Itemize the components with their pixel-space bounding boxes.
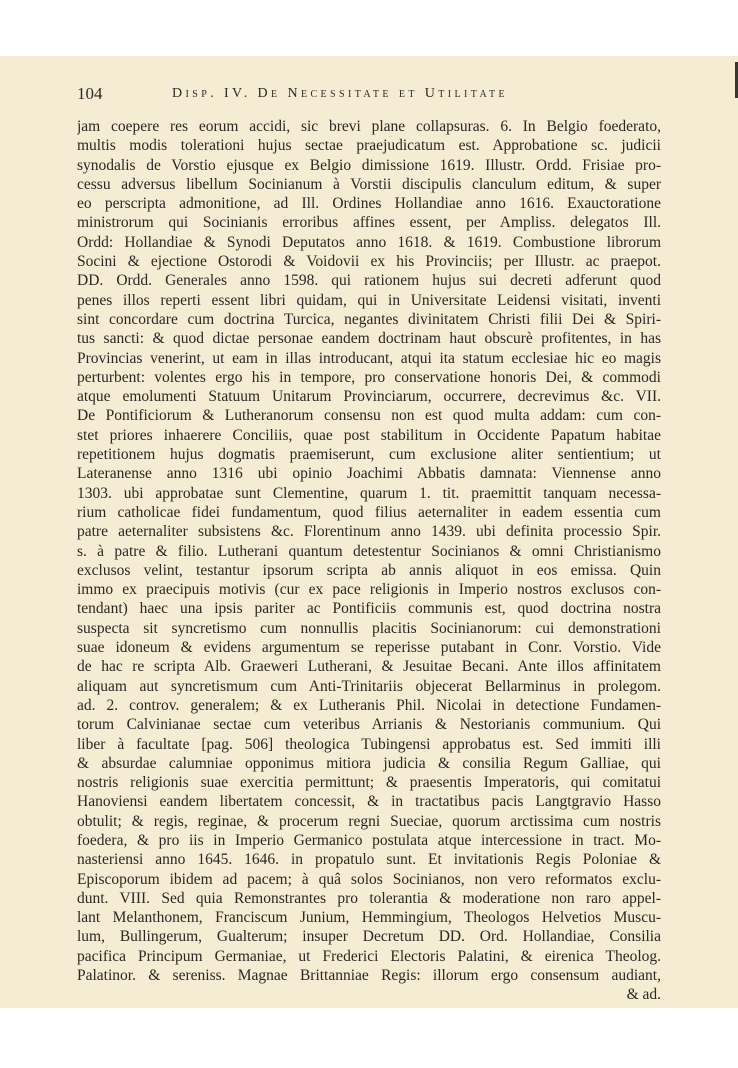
text-line: perturbent: volentes ergo his in tempore, pro conservatione honoris Dei, & commodi bbox=[77, 368, 661, 386]
text-line: immo ex praecipuis motivis (cur ex pace religionis in Imperio nostros exclusos con- bbox=[77, 581, 661, 599]
text-line: jam coepere res eorum accidi, sic brevi plane collapsuras. 6. In Belgio foederato, bbox=[77, 118, 661, 135]
text-line: s. à patre & filio. Lutherani quantum detestentur Socinianos & omni Christianismo bbox=[77, 542, 661, 560]
text-line: stet priores inhaerere Conciliis, quae post stabilitum in Occidente Papatum habitae bbox=[77, 426, 661, 444]
text-line: Episcoporum ibidem ad pacem; à quâ solos Socinianos, non vero reformatos exclu- bbox=[77, 870, 661, 888]
text-line: Ordd: Hollandiae & Synodi Deputatos anno 1618. & 1619. Combustione librorum bbox=[77, 233, 661, 251]
text-line: ministrorum qui Socinianis erroribus affines essent, per Ampliss. delegatos Ill. bbox=[77, 214, 661, 232]
text-line: Hanoviensi eandem libertatem concessit, & in tractatibus pacis Langtgravio Hasso bbox=[77, 793, 661, 811]
text-line-last: & ad. bbox=[626, 986, 661, 1004]
text-line: liber à facultate [pag. 506] theologica Tubingensi approbatus est. Sed immiti illi bbox=[77, 735, 661, 753]
text-line: eo perscripta admonitione, ad Ill. Ordines Hollandiae anno 1616. Exauctoratione bbox=[77, 195, 661, 213]
running-title: Disp. IV. De Necessitate et Utilitate bbox=[172, 86, 508, 101]
text-line: DD. Ordd. Generales anno 1598. qui rationem hujus sui decreti adferunt quod bbox=[77, 272, 661, 290]
text-line: tus sancti: & quod dictae personae eandem doctrinam haut obscurè profitentes, in has bbox=[77, 330, 661, 348]
text-line: synodalis de Vorstio ejusque ex Belgio dimissione 1619. Illustr. Ordd. Frisiae pro- bbox=[77, 156, 661, 174]
text-line: De Pontificiorum & Lutheranorum consensu non est quod multa addam: cum con- bbox=[77, 407, 661, 425]
text-line: Palatinor. & sereniss. Magnae Brittanniae Regis: illorum ergo consensum audiant, bbox=[77, 967, 661, 985]
text-line: rium catholicae fidei fundamentum, quod filius aeternaliter in eadem essentia cum bbox=[77, 503, 661, 521]
text-line: Lateranense anno 1316 ubi opinio Joachimi Abbatis damnata: Viennense anno bbox=[77, 465, 661, 483]
page-number: 104 bbox=[77, 84, 103, 103]
text-line: Provincias venerint, ut eam in illas introducant, atqui ita statum ecclesiae hic eo magis bbox=[77, 349, 661, 367]
text-line: atque emolumenti Statuum Unitarum Provinciarum, occurrere, decrevimus &c. VII. bbox=[77, 388, 661, 406]
text-line: nasteriensi anno 1645. 1646. in propatulo sunt. Et invitationis Regis Poloniae & bbox=[77, 851, 661, 869]
text-line: multis modis tolerationi hujus sectae praejudicatum est. Approbatione sc. judicii bbox=[77, 137, 661, 155]
body-text bbox=[77, 117, 661, 1005]
text-line: pacifica Principum Germaniae, ut Frederici Electoris Palatini, & eirenica Theolog. bbox=[77, 947, 661, 965]
text-line: foedera, & pro iis in Imperio Germanico postulata atque intercessione in tract. Mo- bbox=[77, 831, 661, 849]
text-line: de hac re scripta Alb. Graeweri Lutherani, & Jesuitae Becani. Ante illos affinitatem bbox=[77, 658, 661, 676]
text-line: dunt. VIII. Sed quia Remonstrantes pro tolerantia & moderatione non raro appel- bbox=[77, 889, 661, 907]
text-line: 1303. ubi approbatae sunt Clementine, quarum 1. tit. praemittit tanquam necessa- bbox=[77, 484, 661, 502]
text-line: sint concordare cum doctrina Turcica, negantes divinitatem Christi filii Dei & Spiri- bbox=[77, 310, 661, 328]
text-line: aliquam aut syncretismum cum Anti-Trinitariis objecerat Bellarminus in prolegom. bbox=[77, 677, 661, 695]
text-line: lant Melanthonem, Franciscum Junium, Hemmingium, Theologos Helvetios Muscu- bbox=[77, 909, 661, 927]
text-line: & absurdae calumniae opponimus mitiora judicia & consilia Regum Galliae, qui bbox=[77, 754, 661, 772]
text-line: tendant) haec una ipsis pariter ac Pontificiis communis est, quod doctrina nostra bbox=[77, 600, 661, 618]
text-line: repetitionem hujus dogmatis praemiserunt, cum exclusione aliter sentientium; ut bbox=[77, 446, 661, 464]
text-line: cessu adversus libellum Socinianum à Vorstii discipulis clanculum editum, & super bbox=[77, 175, 661, 193]
text-line: Socini & ejectione Ostorodi & Voidovii ex his Provinciis; per Illustr. ac praepot. bbox=[77, 253, 661, 271]
text-line: patre aeternaliter subsistens &c. Florentinum anno 1439. ubi definita processio Spir. bbox=[77, 523, 661, 541]
text-line: obtulit; & regis, reginae, & procerum regni Sueciae, quorum arctissima cum nostris bbox=[77, 812, 661, 830]
text-line: penes illos reperti essent libri quidam, qui in Universitate Leidensi visitati, inventi bbox=[77, 291, 661, 309]
running-header bbox=[77, 84, 661, 106]
text-line: nostris religionis suae exercitia permittunt; & praesentis Imperatoris, qui comitatui bbox=[77, 774, 661, 792]
text-line: lum, Bullingerum, Gualterum; insuper Decretum DD. Ord. Hollandiae, Consilia bbox=[77, 928, 661, 946]
text-line: suae idoneum & evidens argumentum se reperisse putabant in Conr. Vorstio. Vide bbox=[77, 639, 661, 657]
text-line: exclusos velint, testantur ipsorum scripta ab annis aliquot in eos emissa. Quin bbox=[77, 561, 661, 579]
text-line: ad. 2. controv. generalem; & ex Lutheranis Phil. Nicolai in detectione Fundamen- bbox=[77, 696, 661, 714]
text-line: torum Calvinianae sectae cum veteribus Arrianis & Nestorianis communium. Qui bbox=[77, 716, 661, 734]
text-line: suspecta sit syncretismo cum nonnullis placitis Socinianorum: cui demonstrationi bbox=[77, 619, 661, 637]
